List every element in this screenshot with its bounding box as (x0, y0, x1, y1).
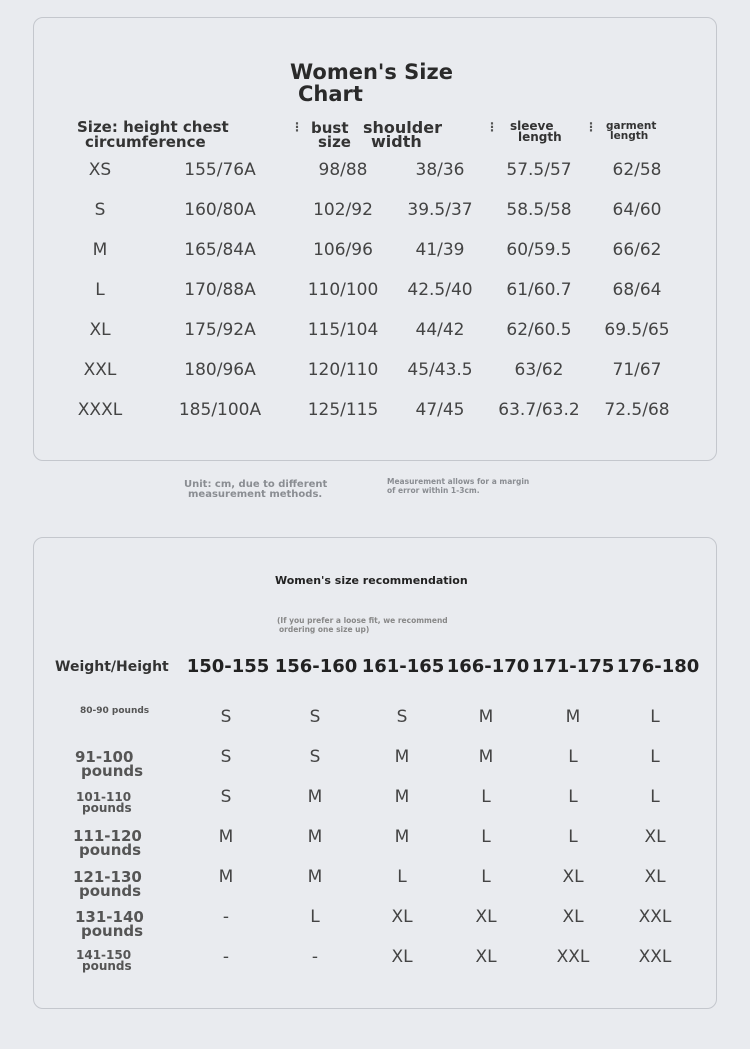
recommended-size-cell: L (568, 827, 578, 847)
recommendation-subtitle-line1: (If you prefer a loose fit, we recommend (277, 616, 448, 625)
size-cell-height-chest: 160/80A (184, 200, 256, 220)
size-cell-garment: 66/62 (612, 240, 662, 260)
weight-height-label: Weight/Height (55, 659, 169, 675)
header-separator-3: ⋮ (585, 120, 597, 134)
weight-row-label (76, 792, 132, 814)
recommended-size-cell: XL (562, 907, 584, 927)
weight-row-label-line2: pounds (82, 959, 132, 973)
recommended-size-cell: M (307, 827, 323, 847)
size-cell-sleeve: 62/60.5 (506, 320, 572, 340)
recommendation-subtitle (277, 616, 448, 634)
recommended-size-cell: M (218, 827, 234, 847)
size-cell-bust: 120/110 (307, 360, 379, 380)
weight-row-label (75, 910, 144, 938)
recommended-size-cell: L (481, 867, 491, 887)
weight-row-label (73, 829, 142, 857)
recommended-size-cell: M (218, 867, 234, 887)
header-bust-line2: size (318, 133, 351, 151)
size-cell-height-chest: 175/92A (184, 320, 256, 340)
recommended-size-cell: XL (475, 907, 497, 927)
header-size-height (77, 120, 229, 150)
unit-note-line2: measurement methods. (188, 489, 323, 500)
weight-row-label-line1: 91-100 (75, 748, 134, 766)
recommended-size-cell: XL (391, 947, 413, 967)
recommended-size-cell: S (220, 747, 232, 767)
recommended-size-cell: L (397, 867, 407, 887)
height-header-cell: 166-170 (446, 656, 530, 677)
recommended-size-cell: M (478, 747, 494, 767)
size-chart-title (290, 61, 453, 105)
recommended-size-cell: L (568, 787, 578, 807)
height-header-cell: 150-155 (186, 656, 270, 677)
size-cell-sleeve: 61/60.7 (506, 280, 572, 300)
size-cell-height-chest: 185/100A (178, 400, 262, 420)
height-header-cell: 156-160 (274, 656, 358, 677)
weight-row-label-line1: 141-150 (76, 948, 132, 962)
margin-note (387, 477, 529, 495)
size-cell-sleeve: 63.7/63.2 (498, 400, 580, 420)
margin-note-line1: Measurement allows for a margin (387, 477, 530, 486)
header-size-height-line1: Size: height chest (77, 118, 229, 136)
size-cell-shoulder: 42.5/40 (407, 280, 473, 300)
header-sleeve-line1: sleeve (510, 119, 554, 133)
size-cell-height-chest: 180/96A (184, 360, 256, 380)
weight-row-label-line2: pounds (81, 922, 144, 940)
weight-row-label-line2: pounds (82, 801, 132, 815)
size-cell-bust: 125/115 (307, 400, 379, 420)
size-cell-shoulder: 47/45 (415, 400, 465, 420)
size-cell-height-chest: 155/76A (184, 160, 256, 180)
header-garment-line2: length (610, 130, 649, 142)
weight-row-label (73, 870, 142, 898)
header-sleeve-length (510, 121, 562, 143)
header-size-height-line2: circumference (85, 133, 206, 151)
recommended-size-cell: XL (562, 867, 584, 887)
recommended-size-cell: M (565, 707, 581, 727)
size-cell-bust: 115/104 (307, 320, 379, 340)
size-cell-bust: 102/92 (313, 200, 373, 220)
size-cell-sleeve: 60/59.5 (506, 240, 572, 260)
recommended-size-cell: S (220, 787, 232, 807)
size-cell-garment: 69.5/65 (604, 320, 670, 340)
header-shoulder-width (363, 118, 442, 151)
size-cell-shoulder: 41/39 (415, 240, 465, 260)
unit-note (184, 480, 327, 500)
header-garment-line1: garment (606, 120, 657, 132)
margin-note-line2: of error within 1-3cm. (387, 486, 480, 495)
size-cell-garment: 68/64 (612, 280, 662, 300)
weight-row-label (76, 950, 132, 972)
size-cell-shoulder: 38/36 (415, 160, 465, 180)
size-cell-height-chest: 170/88A (184, 280, 256, 300)
header-separator-1: ⋮ (291, 120, 303, 134)
weight-row-label-line2: pounds (81, 762, 144, 780)
recommended-size-cell: M (307, 787, 323, 807)
recommended-size-cell: XL (475, 947, 497, 967)
size-cell-sleeve: 63/62 (514, 360, 564, 380)
size-cell-shoulder: 45/43.5 (407, 360, 473, 380)
weight-row-label (80, 706, 149, 716)
size-cell-shoulder: 44/42 (415, 320, 465, 340)
size-cell-size: XXXL (77, 400, 123, 420)
size-cell-size: M (92, 240, 108, 260)
size-cell-shoulder: 39.5/37 (407, 200, 473, 220)
recommended-size-cell: XXL (556, 947, 590, 967)
size-cell-sleeve: 57.5/57 (506, 160, 572, 180)
size-cell-size: S (94, 200, 106, 220)
size-cell-garment: 62/58 (612, 160, 662, 180)
height-header-cell: 176-180 (616, 656, 700, 677)
recommendation-subtitle-line2: ordering one size up) (279, 625, 370, 634)
recommendation-title: Women's size recommendation (275, 574, 468, 587)
header-garment-length (606, 121, 656, 141)
header-separator-2: ⋮ (486, 120, 498, 134)
recommended-size-cell: L (650, 747, 660, 767)
size-cell-height-chest: 165/84A (184, 240, 256, 260)
recommended-size-cell: XXL (638, 947, 672, 967)
recommended-size-cell: S (309, 707, 321, 727)
size-chart-title-line2: Chart (298, 82, 363, 106)
weight-row-label-line2: pounds (79, 882, 142, 900)
recommended-size-cell: M (478, 707, 494, 727)
recommended-size-cell: L (310, 907, 320, 927)
recommended-size-cell: M (394, 827, 410, 847)
size-cell-bust: 106/96 (313, 240, 373, 260)
recommended-size-cell: S (220, 707, 232, 727)
recommended-size-cell: M (307, 867, 323, 887)
size-chart-title-line1: Women's Size (290, 60, 453, 84)
size-cell-garment: 64/60 (612, 200, 662, 220)
height-header-cell: 161-165 (361, 656, 445, 677)
recommended-size-cell: - (311, 947, 319, 967)
size-cell-bust: 98/88 (318, 160, 368, 180)
recommended-size-cell: M (394, 787, 410, 807)
recommended-size-cell: XL (644, 867, 666, 887)
recommended-size-cell: L (481, 787, 491, 807)
height-header-cell: 171-175 (531, 656, 615, 677)
size-cell-size: XS (88, 160, 112, 180)
size-cell-size: L (95, 280, 105, 300)
header-shoulder-line2: width (371, 132, 422, 151)
weight-row-label-line1: 121-130 (73, 868, 142, 886)
recommended-size-cell: XXL (638, 907, 672, 927)
header-sleeve-line2: length (518, 130, 562, 144)
weight-row-label-line1: 101-110 (76, 790, 132, 804)
recommended-size-cell: - (222, 907, 230, 927)
size-cell-size: XXL (83, 360, 117, 380)
size-cell-bust: 110/100 (307, 280, 379, 300)
weight-row-label-line1: 131-140 (75, 908, 144, 926)
header-bust-size (311, 121, 351, 149)
weight-row-label-line2: pounds (79, 841, 142, 859)
size-cell-garment: 72.5/68 (604, 400, 670, 420)
size-cell-size: XL (89, 320, 111, 340)
recommended-size-cell: - (222, 947, 230, 967)
header-shoulder-line1: shoulder (363, 118, 442, 137)
recommended-size-cell: M (394, 747, 410, 767)
weight-row-label (75, 750, 143, 778)
size-cell-sleeve: 58.5/58 (506, 200, 572, 220)
recommended-size-cell: L (481, 827, 491, 847)
recommended-size-cell: XL (644, 827, 666, 847)
size-cell-garment: 71/67 (612, 360, 662, 380)
weight-row-label-line1: 80-90 pounds (80, 706, 150, 716)
weight-row-label-line1: 111-120 (73, 827, 142, 845)
recommended-size-cell: S (309, 747, 321, 767)
recommended-size-cell: L (650, 707, 660, 727)
unit-note-line1: Unit: cm, due to different (184, 479, 328, 490)
recommended-size-cell: XL (391, 907, 413, 927)
recommended-size-cell: S (396, 707, 408, 727)
header-bust-line1: bust (311, 119, 349, 137)
recommended-size-cell: L (650, 787, 660, 807)
recommended-size-cell: L (568, 747, 578, 767)
